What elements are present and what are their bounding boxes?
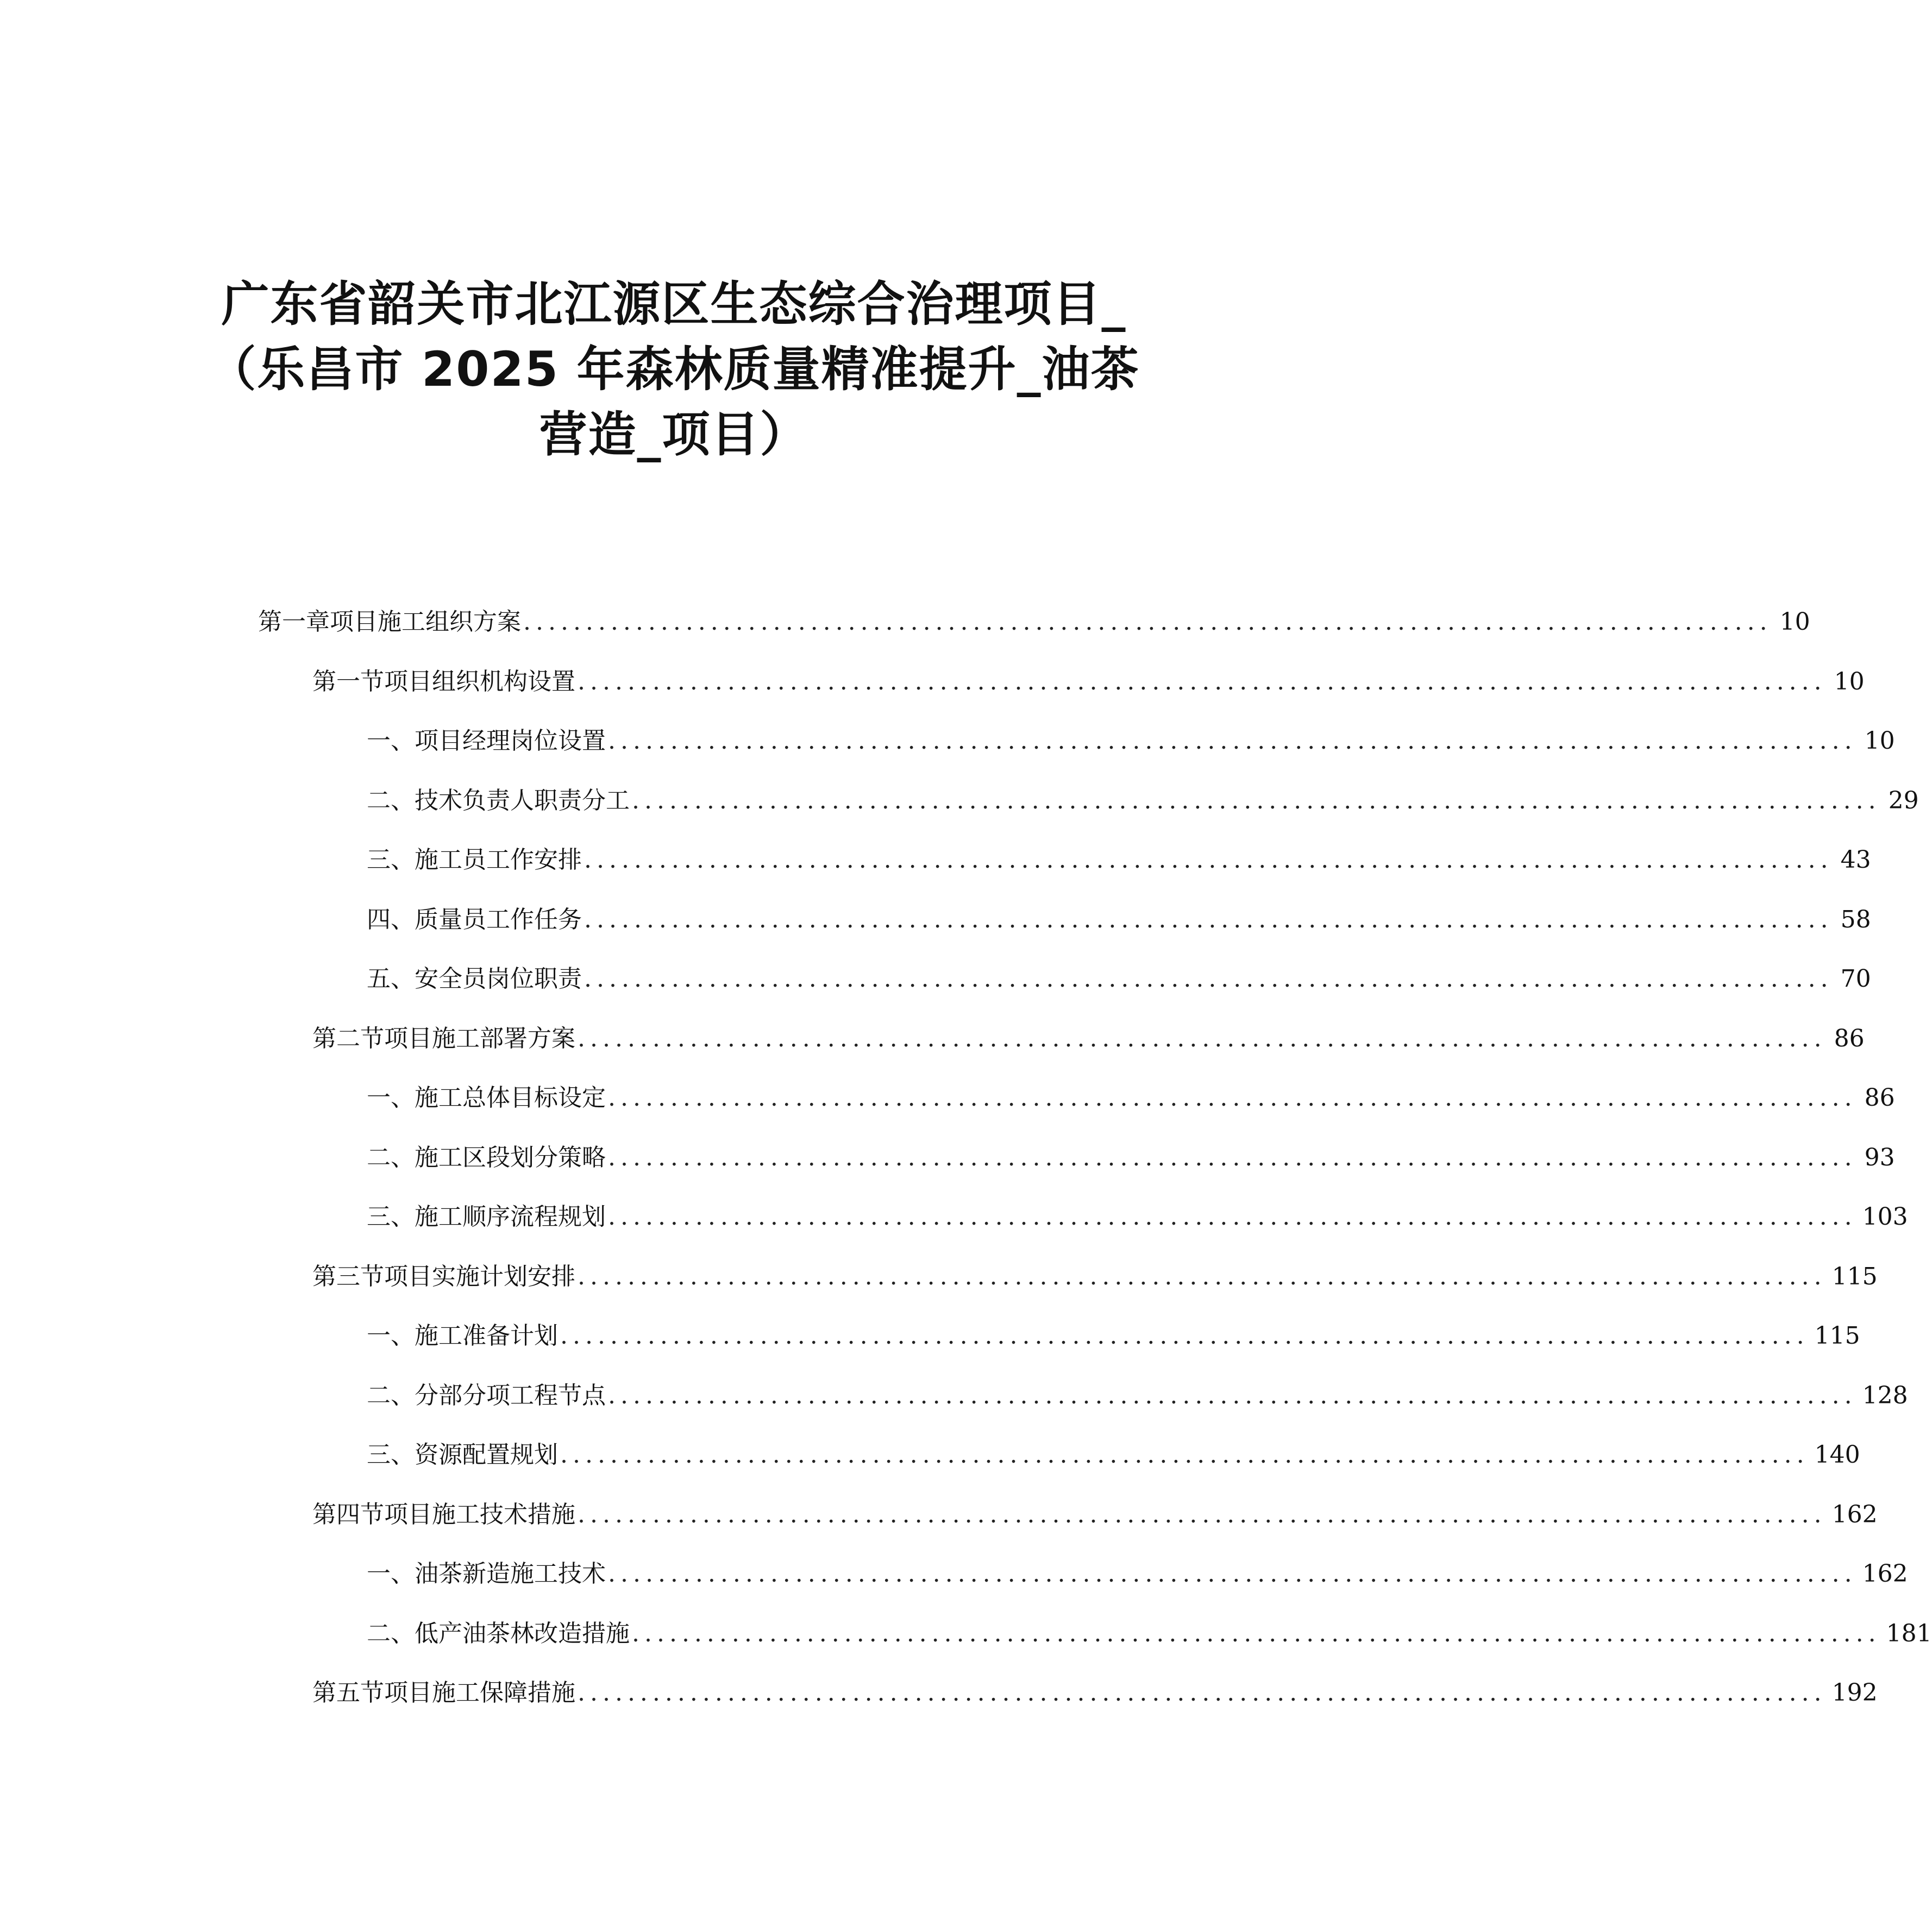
toc-entry-title: 分部分项工程节点 — [415, 1381, 606, 1409]
toc-entry-title: 施工顺序流程规划 — [415, 1203, 606, 1231]
toc-entry-number: 三、 — [367, 1441, 415, 1469]
toc-entry-page-number: 181 — [1886, 1619, 1932, 1647]
toc-entry-title: 油茶新造施工技术 — [415, 1560, 606, 1588]
toc-entry-page-number: 140 — [1814, 1441, 1860, 1469]
toc-entry-number: 一、 — [367, 1084, 415, 1112]
toc-leader-dots: .................................................................................................... — [608, 1203, 1857, 1231]
toc-entry-title: 低产油茶林改造措施 — [415, 1619, 630, 1647]
toc-entry-page-number: 115 — [1814, 1322, 1860, 1350]
toc-entry-title: 项目施工部署方案 — [384, 1024, 575, 1052]
toc-leader-dots: .................................................................................................... — [608, 1560, 1857, 1588]
toc-entry-page-number: 10 — [1834, 667, 1865, 695]
toc-entry[interactable] — [367, 1139, 1895, 1177]
toc-entry-page-number: 162 — [1862, 1560, 1908, 1588]
toc-entry-title: 技术负责人职责分工 — [415, 786, 630, 814]
toc-entry-number: 二、 — [367, 1381, 415, 1409]
toc-entry[interactable] — [312, 1674, 1878, 1712]
toc-entry-number: 三、 — [367, 1203, 415, 1231]
toc-leader-dots: .................................................................................................... — [608, 1381, 1857, 1409]
toc-entry-page-number: 192 — [1831, 1679, 1878, 1707]
toc-entry[interactable] — [312, 1258, 1878, 1296]
toc-leader-dots: .................................................................................................... — [608, 727, 1857, 755]
toc-entry-number: 五、 — [367, 965, 415, 993]
toc-entry-number: 第五节 — [312, 1679, 384, 1707]
toc-entry[interactable] — [367, 1317, 1860, 1355]
toc-entry-number: 第四节 — [312, 1500, 384, 1528]
toc-entry-number: 二、 — [367, 1619, 415, 1647]
toc-leader-dots: .................................................................................................... — [584, 905, 1833, 933]
toc-entry-title: 资源配置规划 — [415, 1441, 558, 1469]
toc-entry[interactable] — [367, 960, 1871, 998]
toc-entry-number: 第一章 — [258, 608, 330, 636]
toc-entry-number: 三、 — [367, 846, 415, 874]
toc-entry[interactable] — [312, 663, 1865, 701]
toc-entry-title: 项目实施计划安排 — [384, 1262, 575, 1290]
toc-entry-page-number: 58 — [1840, 905, 1871, 933]
toc-entry[interactable] — [312, 1020, 1865, 1058]
title-line-1: 广东省韶关市北江源区生态综合治理项目_ — [221, 276, 1127, 332]
document-title — [163, 272, 1185, 467]
toc-entry[interactable] — [367, 1079, 1895, 1117]
toc-entry[interactable] — [367, 722, 1895, 760]
toc-leader-dots: .................................................................................................... — [632, 786, 1881, 814]
toc-leader-dots: .................................................................................................... — [523, 608, 1772, 636]
toc-entry[interactable] — [367, 1377, 1908, 1415]
toc-leader-dots: .................................................................................................... — [578, 1679, 1827, 1707]
toc-entry[interactable] — [258, 603, 1810, 641]
toc-leader-dots: .................................................................................................... — [584, 846, 1833, 874]
toc-entry-title: 项目施工组织方案 — [330, 608, 521, 636]
toc-entry-page-number: 162 — [1831, 1500, 1878, 1528]
toc-leader-dots: .................................................................................................... — [578, 1500, 1827, 1528]
toc-entry-title: 项目组织机构设置 — [384, 667, 575, 695]
toc-leader-dots: .................................................................................................... — [608, 1084, 1857, 1112]
toc-entry-page-number: 10 — [1864, 727, 1895, 755]
toc-entry-page-number: 115 — [1831, 1262, 1878, 1290]
toc-entry-number: 二、 — [367, 786, 415, 814]
toc-leader-dots: .................................................................................................... — [578, 1262, 1827, 1290]
toc-entry-page-number: 93 — [1864, 1143, 1895, 1171]
toc-entry-number: 一、 — [367, 1560, 415, 1588]
toc-entry-page-number: 86 — [1834, 1024, 1865, 1052]
toc-entry-page-number: 70 — [1840, 965, 1871, 993]
toc-entry-number: 四、 — [367, 905, 415, 933]
toc-entry[interactable] — [367, 901, 1871, 939]
toc-entry[interactable] — [367, 1615, 1932, 1653]
toc-entry-number: 二、 — [367, 1143, 415, 1171]
toc-entry[interactable] — [367, 782, 1919, 820]
toc-entry-title: 安全员岗位职责 — [415, 965, 582, 993]
toc-entry[interactable] — [367, 1198, 1908, 1236]
toc-entry-title: 施工区段划分策略 — [415, 1143, 606, 1171]
toc-entry-number: 一、 — [367, 727, 415, 755]
toc-entry-page-number: 10 — [1779, 608, 1810, 636]
toc-entry-title: 质量员工作任务 — [415, 905, 582, 933]
toc-leader-dots: .................................................................................................... — [560, 1322, 1809, 1350]
toc-entry-number: 第二节 — [312, 1024, 384, 1052]
toc-entry-page-number: 43 — [1840, 846, 1871, 874]
toc-entry-page-number: 128 — [1862, 1381, 1908, 1409]
toc-entry-title: 项目经理岗位设置 — [415, 727, 606, 755]
toc-entry[interactable] — [367, 1436, 1860, 1474]
toc-entry-title: 项目施工技术措施 — [384, 1500, 575, 1528]
toc-entry-page-number: 103 — [1862, 1203, 1908, 1231]
toc-leader-dots: .................................................................................................... — [608, 1143, 1857, 1171]
toc-entry-number: 第三节 — [312, 1262, 384, 1290]
toc-entry-page-number: 29 — [1888, 786, 1919, 814]
toc-entry-title: 项目施工保障措施 — [384, 1679, 575, 1707]
title-line-2: （乐昌市 2025 年森林质量精准提升_油茶 — [208, 341, 1140, 397]
toc-entry-title: 施工准备计划 — [415, 1322, 558, 1350]
toc-leader-dots: .................................................................................................... — [578, 1024, 1827, 1052]
toc-entry-number: 第一节 — [312, 667, 384, 695]
toc-leader-dots: .................................................................................................... — [632, 1619, 1881, 1647]
toc-leader-dots: .................................................................................................... — [578, 667, 1827, 695]
toc-entry[interactable] — [367, 1555, 1908, 1593]
toc-leader-dots: .................................................................................................... — [584, 965, 1833, 993]
toc-entry[interactable] — [312, 1496, 1878, 1534]
toc-entry-title: 施工总体目标设定 — [415, 1084, 606, 1112]
toc-entry-title: 施工员工作安排 — [415, 846, 582, 874]
toc-leader-dots: .................................................................................................... — [560, 1441, 1809, 1469]
toc-entry-number: 一、 — [367, 1322, 415, 1350]
toc-entry[interactable] — [367, 841, 1871, 879]
title-line-3: 营造_项目） — [539, 406, 809, 462]
toc-entry-page-number: 86 — [1864, 1084, 1895, 1112]
